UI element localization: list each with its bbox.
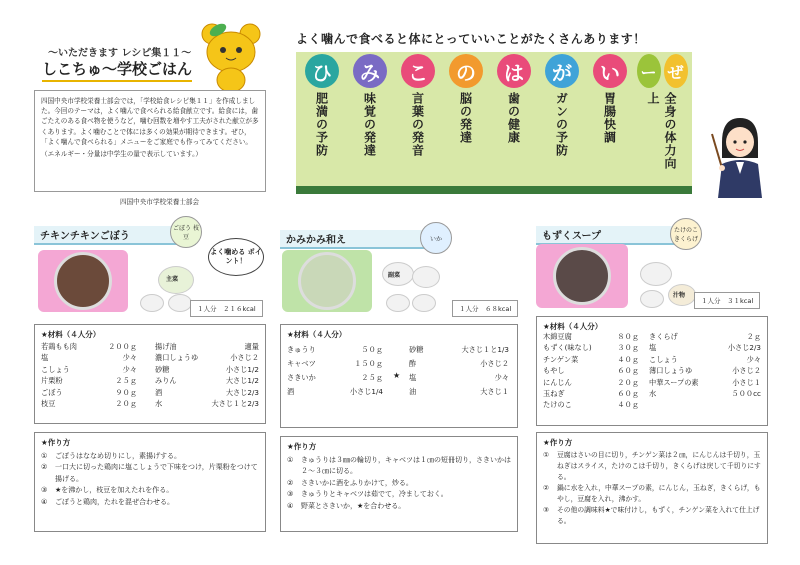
ingredient-row <box>155 341 259 352</box>
milk-image <box>168 294 192 312</box>
ingredient-text: きくらげ <box>649 332 678 341</box>
ingredient-text: ９０ｇ <box>115 387 137 397</box>
ingredient-text: こしょう <box>649 354 678 364</box>
ingredients-box <box>280 324 518 428</box>
ingredient-text: ③ <box>287 490 294 498</box>
ingredient-row <box>649 342 761 353</box>
mascot-illustration <box>198 20 264 94</box>
steps-box <box>34 432 266 532</box>
ingredient-row <box>543 331 639 342</box>
ingredient-text: もやし <box>543 366 565 376</box>
ingredient-text: 野菜とさきいか，★を合わせる。 <box>301 501 406 510</box>
step-item <box>287 489 511 501</box>
ingredient-row <box>287 371 383 385</box>
dish-image <box>54 252 112 310</box>
ingredient-text: ２５ｇ <box>361 373 383 382</box>
ingredients-heading: ★材料（４人分） <box>41 330 101 339</box>
ingredient-text: 大さじ1/2 <box>225 376 259 386</box>
benefit-item <box>492 54 536 178</box>
ingredient-text: ごぼうと鶏肉，たれを混ぜ合わせる。 <box>55 497 174 506</box>
ingredient-text: 片栗粉 <box>41 376 63 386</box>
ingredient-text: 適量 <box>244 342 259 351</box>
ingredient-text: ４０ｇ <box>617 400 639 410</box>
ingredients-box <box>34 324 266 424</box>
ingredient-text: ４０ｇ <box>617 354 639 364</box>
ingredient-tag: たけのこ きくらげ <box>670 218 702 250</box>
ingredients-box <box>536 316 768 426</box>
ingredient-text: 小さじ2/3 <box>727 343 761 353</box>
ingredients-heading: ★材料（４人分） <box>287 330 347 339</box>
steps-heading: ★作り方 <box>287 442 317 451</box>
step-item <box>287 478 511 490</box>
ingredient-row <box>543 377 639 388</box>
recipe-series-subtitle: 〜いただきます レシピ集１１〜 <box>48 48 192 59</box>
dish-image <box>553 247 611 305</box>
intro-text: 四国中央市学校栄養士部会では，「学校給食レシピ集１１」を作成しました。今回のテーマは，よく噛んで食べられる給食献立です。給食には，歯ごたえのある食べ物を使うなど，噛む回数を増やす工夫がされた献立が多くあります。よく噛むことで体には多くの効果が期待できます。ぜひ，「よく噛んで食べられる」メニューをご家庭でも作ってみてください。 <box>41 97 259 146</box>
benefit-text: 脳の発達 <box>458 92 473 144</box>
kcal-label: １人分 ２１６kcal <box>190 300 263 317</box>
ingredient-text: ２ｇ <box>746 332 761 341</box>
benefit-text: 胃腸快調 <box>602 92 617 144</box>
benefit-text: 歯の健康 <box>506 92 521 144</box>
recipe-title: チキンチキンごぼう <box>34 226 196 245</box>
ingredient-text: 一口大に切った鶏肉に塩こしょうで下味をつけ，片栗粉をつけて揚げる。 <box>55 463 258 483</box>
ingredient-row <box>649 365 761 376</box>
ingredient-text: ② <box>287 478 294 487</box>
steps-heading: ★作り方 <box>41 438 71 447</box>
teacher-illustration <box>708 112 770 198</box>
dish-photo <box>282 250 372 312</box>
banner-divider <box>296 186 692 194</box>
side-dish-label: 副菜 <box>388 272 401 279</box>
ingredient-text: さきいかに酒をふりかけて，炒る。 <box>301 478 413 487</box>
ingredient-text: その他の調味料★で味付けし，もずく，チンゲン菜を入れて仕上げる。 <box>557 506 760 525</box>
ingredient-row <box>287 343 383 357</box>
ingredient-row <box>649 388 761 399</box>
ingredient-text: 小さじ１ <box>732 377 761 387</box>
milk-image <box>412 294 436 312</box>
dish-photo <box>536 244 628 308</box>
ingredient-text: 酒 <box>287 387 295 396</box>
ingredient-text: 濃口しょうゆ <box>155 353 199 363</box>
ingredient-text: ① <box>543 451 550 459</box>
ingredient-row <box>155 387 259 398</box>
ingredient-text: にんじん <box>543 377 572 387</box>
intro-note: （エネルギー・分量は中学生の量で表示しています。） <box>41 150 203 159</box>
ingredient-text: 水 <box>649 388 657 398</box>
rice-bowl-image <box>640 290 664 308</box>
banner-title: よく噛んで食べると体にとっていいことがたくさんあります！ <box>296 32 646 46</box>
benefit-letter: こ <box>401 54 435 88</box>
ingredient-row <box>543 388 639 399</box>
ingredient-text: 若鶏もも肉 <box>41 342 77 351</box>
ingredient-text: 酢 <box>409 359 417 368</box>
ingredients-heading: ★材料（４人分） <box>543 322 603 331</box>
ingredient-row <box>409 371 509 385</box>
ingredient-text: ５０ｇ <box>361 345 383 354</box>
benefits-banner <box>296 52 692 194</box>
step-item <box>41 462 259 485</box>
step-item <box>41 451 259 463</box>
ingredient-text: きゅうり <box>287 345 316 354</box>
recipe-title: かみかみ和え <box>280 230 442 249</box>
ingredient-text: 木綿豆腐 <box>543 332 572 341</box>
ingredient-text: ③ <box>543 506 550 514</box>
ingredient-text: キャベツ <box>287 359 316 368</box>
ingredient-row <box>41 341 137 352</box>
benefit-letter: い <box>593 54 627 88</box>
ingredient-text: 小さじ1/2 <box>225 364 259 374</box>
ingredient-text: 塩 <box>649 343 657 353</box>
ingredient-text: 大さじ１と2/3 <box>211 398 259 408</box>
ingredient-row <box>41 398 137 409</box>
ingredient-row <box>649 354 761 365</box>
dish-photo <box>38 250 128 312</box>
ingredient-text: ５００cc <box>731 388 761 398</box>
ingredient-text: 小さじ1/4 <box>349 387 383 396</box>
benefit-letter: ひ <box>305 54 339 88</box>
ingredient-row <box>409 385 509 399</box>
ingredient-text: ６０ｇ <box>617 388 639 398</box>
benefit-text: 肥満の予防 <box>314 92 329 157</box>
ingredient-row <box>287 385 383 399</box>
ingredient-text: ３０ｇ <box>617 343 639 353</box>
benefit-letter: み <box>353 54 387 88</box>
ingredient-text: 少々 <box>494 373 509 382</box>
rice-bowl-image <box>386 294 410 312</box>
ingredient-text: さきいか <box>287 373 316 382</box>
benefit-item <box>396 54 440 178</box>
ingredient-row <box>409 343 509 357</box>
ingredient-text: 塩 <box>409 373 417 382</box>
ingredient-text: 少々 <box>122 364 137 374</box>
benefit-item <box>444 54 488 178</box>
ingredient-text: ④ <box>41 497 48 506</box>
ingredient-text: チンゲン菜 <box>543 354 579 364</box>
ingredient-text: 大さじ2/3 <box>225 387 259 397</box>
ingredient-row <box>155 352 259 363</box>
ingredient-text: ごぼうはななめ切りにし，素揚げする。 <box>55 451 181 460</box>
ingredient-row <box>41 375 137 386</box>
author-group: 四国中央市学校栄養士部会 <box>120 198 200 206</box>
ingredient-text: 枝豆 <box>41 398 56 408</box>
ingredient-text: ② <box>41 463 48 471</box>
ingredient-text: ２５ｇ <box>115 376 137 386</box>
kcal-label: １人分 ３１kcal <box>694 292 760 309</box>
side-dish-image-2 <box>412 266 440 288</box>
benefit-letter-dash: ー <box>637 54 661 88</box>
ingredient-row <box>41 352 137 363</box>
ingredient-text: １５０ｇ <box>354 359 383 368</box>
ingredient-row <box>155 375 259 386</box>
ingredient-text: 揚げ油 <box>155 342 177 351</box>
ingredient-text: 中華スープの素 <box>649 377 699 387</box>
benefit-item <box>540 54 584 178</box>
ingredient-text: 酒 <box>155 387 163 397</box>
benefit-text: ガンの予防 <box>554 92 569 157</box>
ingredient-text: 砂糖 <box>409 345 424 354</box>
ingredient-tag: いか <box>420 222 452 254</box>
ingredient-text: 薄口しょうゆ <box>649 366 693 376</box>
ingredient-text: 小さじ２ <box>230 353 259 363</box>
ingredient-text: もずく(味なし) <box>543 343 592 353</box>
ingredient-row <box>543 354 639 365</box>
ingredient-text: ③ <box>41 486 48 494</box>
side-dish-image <box>640 262 672 286</box>
ingredient-row <box>41 387 137 398</box>
ingredient-row <box>409 357 509 371</box>
ingredient-row <box>649 331 761 342</box>
ingredient-text: ① <box>287 455 294 464</box>
step-item <box>543 505 761 527</box>
point-bubble: よく噛める ポイント！ <box>208 238 264 276</box>
ingredient-row <box>649 377 761 388</box>
side-dish-label: 汁物 <box>673 292 686 299</box>
ingredient-row <box>543 342 639 353</box>
benefit-letter: ぜ <box>664 54 688 88</box>
benefit-text: 味覚の発達 <box>362 92 377 157</box>
ingredient-text: きゅうりは３㎜の輪切り，キャベツは１㎝の短冊切り，さきいかは２〜３㎝に切る。 <box>301 455 511 475</box>
steps-box <box>280 436 518 532</box>
ingredient-text: ８０ｇ <box>617 332 639 341</box>
benefit-text: 言葉の発音 <box>410 92 425 157</box>
steps-box <box>536 432 768 544</box>
benefit-letter: が <box>545 54 579 88</box>
ingredient-text: 少々 <box>122 353 137 363</box>
benefit-item <box>348 54 392 178</box>
intro-box <box>34 90 266 192</box>
benefit-item <box>636 54 688 178</box>
ingredient-text: 油 <box>409 387 417 396</box>
benefit-letter: の <box>449 54 483 88</box>
ingredient-text: 小さじ２ <box>480 359 509 368</box>
ingredient-text: 大さじ１と1/3 <box>461 345 509 354</box>
ingredient-text: 水 <box>155 398 163 408</box>
ingredient-text: 豆腐はさいの目に切り，チンゲン菜は２㎝，にんじんは千切り，玉ねぎはスライス，たけのこは千切り，きくらげは戻して千切りにする。 <box>557 451 761 481</box>
ingredient-text: ２００ｇ <box>108 342 137 351</box>
ingredient-text: ２０ｇ <box>617 377 639 387</box>
benefit-item <box>588 54 632 178</box>
ingredient-row <box>543 399 639 410</box>
recipe-title: もずくスープ <box>536 226 688 245</box>
ingredient-text: きゅうりとキャベツは茹でて，冷ましておく。 <box>301 490 448 498</box>
ingredient-text: 砂糖 <box>155 364 170 374</box>
ingredient-text: 塩 <box>41 353 49 363</box>
step-item <box>543 483 761 505</box>
ingredient-text: ② <box>543 484 550 492</box>
dish-image <box>298 252 356 310</box>
steps-heading: ★作り方 <box>543 438 573 447</box>
ingredient-tag: ごぼう 枝豆 <box>170 216 202 248</box>
step-item <box>287 501 511 513</box>
rice-bowl-image <box>140 294 164 312</box>
ingredient-text: たけのこ <box>543 400 572 410</box>
benefit-letter: は <box>497 54 531 88</box>
star-marker: ★ <box>393 371 401 380</box>
ingredient-text: ④ <box>287 501 294 510</box>
ingredient-row <box>155 398 259 409</box>
ingredient-text: 少々 <box>746 354 761 364</box>
ingredient-text: みりん <box>155 376 177 386</box>
step-item <box>543 450 761 483</box>
ingredient-text: 鍋に水を入れ，中華スープの素，にんじん，玉ねぎ，きくらげ，もやし，豆腐を入れ，沸かす。 <box>557 484 761 503</box>
benefit-item <box>300 54 344 178</box>
ingredient-row <box>41 364 137 375</box>
ingredient-row <box>543 365 639 376</box>
ingredient-text: ごぼう <box>41 387 63 397</box>
benefit-text: 全身の体力向上 <box>646 92 677 170</box>
ingredient-row <box>155 364 259 375</box>
ingredient-text: 小さじ２ <box>732 366 761 376</box>
ingredient-text: 玉ねぎ <box>543 388 565 398</box>
ingredient-text: ① <box>41 451 48 460</box>
ingredient-text: こしょう <box>41 364 70 374</box>
step-item <box>287 455 511 478</box>
ingredient-text: ６０ｇ <box>617 366 639 376</box>
ingredient-text: ２０ｇ <box>115 398 137 408</box>
step-item <box>41 485 259 497</box>
ingredient-text: 大さじ１ <box>480 387 509 396</box>
kcal-label: １人分 ６８kcal <box>452 300 518 317</box>
ingredient-text: ★を沸かし，枝豆を加えたれを作る。 <box>55 486 174 494</box>
step-item <box>41 497 259 509</box>
side-dish-label: 主菜 <box>166 276 179 283</box>
page-title: しこちゅ〜学校ごはん <box>42 58 192 82</box>
ingredient-row <box>287 357 383 371</box>
